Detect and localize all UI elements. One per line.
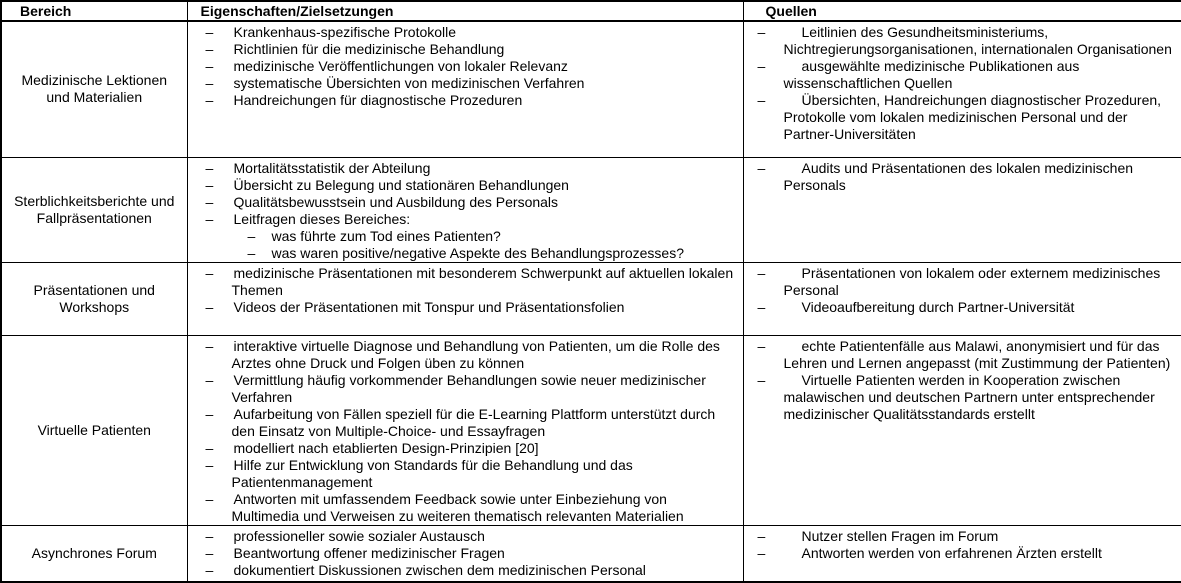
bullet-item: – ausgewählte medizinische Publikationen aus wissenschaftlichen Quellen bbox=[744, 58, 1176, 92]
column-header-eigenschaften: Eigenschaften/Zielsetzungen bbox=[187, 1, 743, 21]
bullet-item: – Nutzer stellen Fragen im Forum bbox=[744, 528, 1176, 545]
bullet-item: – Übersichten, Handreichungen diagnostischer Prozeduren, Protokolle vom lokalen medizinischen Personal und der Partner-Universitäten bbox=[744, 92, 1176, 143]
bullet-item: – Beantwortung offener medizinischer Fragen bbox=[188, 545, 737, 562]
bullet-item: – Virtuelle Patienten werden in Kooperation zwischen malawischen und deutschen Partnern unter entsprechender medizinischer Qualitätsstandards erstellt bbox=[744, 372, 1176, 423]
table-row-medizinische-lektionen bbox=[1, 21, 1181, 157]
bullet-list bbox=[188, 526, 743, 579]
bullet-item: – Präsentationen von lokalem oder externem medizinisches Personal bbox=[744, 265, 1176, 299]
bereich-cell: Medizinische Lektionen und Materialien bbox=[1, 21, 187, 157]
header-row bbox=[1, 1, 1181, 21]
bullet-item: – Antworten mit umfassendem Feedback sowie unter Einbeziehung von Multimedia und Verweisen zu weiteren thematisch relevanten Materialien bbox=[188, 491, 737, 525]
bullet-item: – Antworten werden von erfahrenen Ärzten erstellt bbox=[744, 545, 1176, 562]
sub-bullet-item: – was führte zum Tod eines Patienten? bbox=[188, 228, 737, 245]
bullet-item: – professioneller sowie sozialer Austausch bbox=[188, 528, 737, 545]
eigenschaften-cell bbox=[187, 21, 743, 157]
bullet-list bbox=[744, 22, 1181, 143]
bullet-item: – Handreichungen für diagnostische Prozeduren bbox=[188, 92, 737, 109]
bullet-item: – Qualitätsbewusstsein und Ausbildung des Personals bbox=[188, 194, 737, 211]
table-row-praesentationen-workshops bbox=[1, 262, 1181, 335]
bullet-list bbox=[744, 263, 1181, 316]
table-row-sterblichkeitsberichte bbox=[1, 157, 1181, 262]
bullet-item: – Aufarbeitung von Fällen speziell für die E-Learning Plattform unterstützt durch den Einsatz von Multiple-Choice- und Essayfragen bbox=[188, 406, 737, 440]
bullet-item: – Videos der Präsentationen mit Tonspur und Präsentationsfolien bbox=[188, 299, 737, 316]
bullet-list bbox=[744, 158, 1181, 194]
bullet-item: – Mortalitätsstatistik der Abteilung bbox=[188, 160, 737, 177]
bullet-item: – Richtlinien für die medizinische Behandlung bbox=[188, 41, 737, 58]
bullet-item: – medizinische Präsentationen mit besonderem Schwerpunkt auf aktuellen lokalen Themen bbox=[188, 265, 737, 299]
quellen-cell bbox=[743, 335, 1181, 525]
bullet-list bbox=[188, 22, 743, 109]
bullet-item: – Vermittlung häufig vorkommender Behandlungen sowie neuer medizinischer Verfahren bbox=[188, 372, 737, 406]
bereich-cell: Virtuelle Patienten bbox=[1, 335, 187, 525]
quellen-cell bbox=[743, 157, 1181, 262]
bullet-list bbox=[188, 158, 743, 262]
bullet-item: – systematische Übersichten von medizinischen Verfahren bbox=[188, 75, 737, 92]
bereich-cell: Sterblichkeitsberichte und Fallpräsentationen bbox=[1, 157, 187, 262]
bullet-list bbox=[744, 526, 1181, 562]
table-row-virtuelle-patienten bbox=[1, 335, 1181, 525]
quellen-cell bbox=[743, 262, 1181, 335]
bullet-item: – Übersicht zu Belegung und stationären Behandlungen bbox=[188, 177, 737, 194]
bullet-item: – Videoaufbereitung durch Partner-Universität bbox=[744, 299, 1176, 316]
bullet-item: – interaktive virtuelle Diagnose und Behandlung von Patienten, um die Rolle des Arztes ohne Druck und Folgen üben zu können bbox=[188, 338, 737, 372]
bullet-list bbox=[188, 336, 743, 525]
bullet-list bbox=[744, 336, 1181, 423]
bereich-cell: Asynchrones Forum bbox=[1, 525, 187, 582]
eigenschaften-cell bbox=[187, 525, 743, 582]
bullet-item: – Leitfragen dieses Bereiches: bbox=[188, 211, 737, 228]
bullet-item: – dokumentiert Diskussionen zwischen dem medizinischen Personal bbox=[188, 562, 737, 579]
eigenschaften-cell bbox=[187, 335, 743, 525]
bullet-item: – modelliert nach etablierten Design-Prinzipien [20] bbox=[188, 440, 737, 457]
eigenschaften-cell bbox=[187, 157, 743, 262]
eigenschaften-cell bbox=[187, 262, 743, 335]
bereich-cell: Präsentationen und Workshops bbox=[1, 262, 187, 335]
bullet-item: – echte Patientenfälle aus Malawi, anonymisiert und für das Lehren und Lernen angepasst (mit Zustimmung der Patienten) bbox=[744, 338, 1176, 372]
bullet-item: – Hilfe zur Entwicklung von Standards für die Behandlung und das Patientenmanagement bbox=[188, 457, 737, 491]
quellen-cell bbox=[743, 21, 1181, 157]
bullet-list bbox=[188, 263, 743, 316]
bullet-item: – medizinische Veröffentlichungen von lokaler Relevanz bbox=[188, 58, 737, 75]
bullet-item: – Leitlinien des Gesundheitsministeriums, Nichtregierungsorganisationen, internationalen Organisationen bbox=[744, 24, 1176, 58]
quellen-cell bbox=[743, 525, 1181, 582]
bullet-item: – Audits und Präsentationen des lokalen medizinischen Personals bbox=[744, 160, 1176, 194]
column-header-bereich: Bereich bbox=[1, 1, 187, 21]
bullet-item: – Krankenhaus-spezifische Protokolle bbox=[188, 24, 737, 41]
table-row-asynchrones-forum bbox=[1, 525, 1181, 582]
sub-bullet-item: – was waren positive/negative Aspekte des Behandlungsprozesses? bbox=[188, 245, 737, 262]
column-header-quellen: Quellen bbox=[743, 1, 1181, 21]
